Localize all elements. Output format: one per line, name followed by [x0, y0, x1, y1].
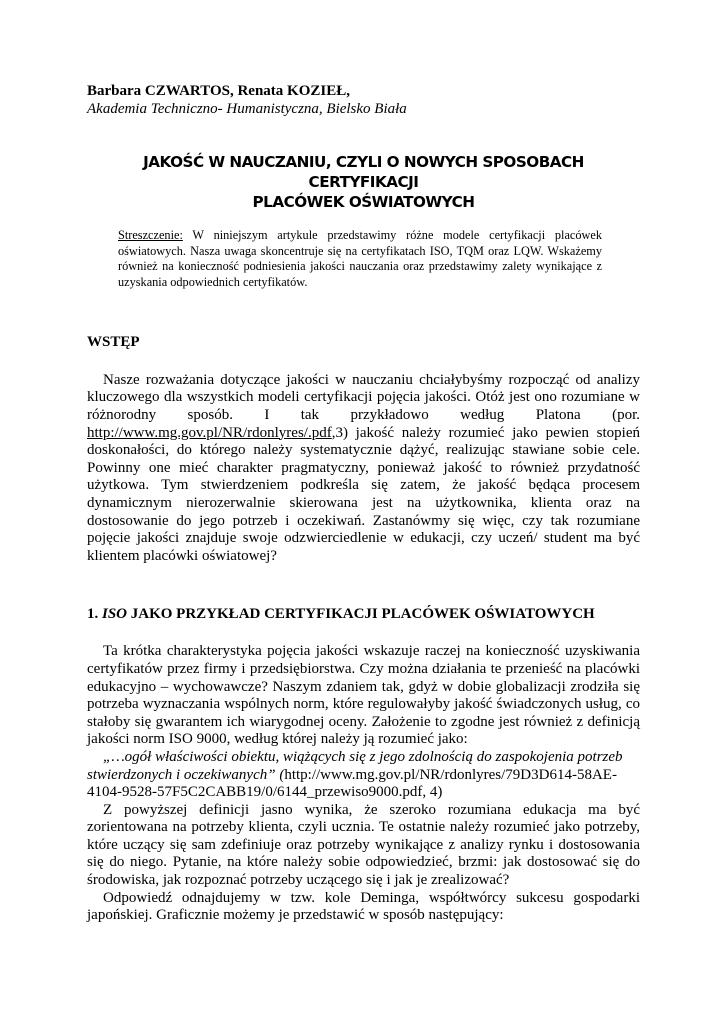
- heading-number: 1.: [87, 606, 102, 623]
- abstract: [118, 228, 602, 291]
- section-heading-iso: [87, 605, 640, 623]
- intro-link[interactable]: http://www.mg.gov.pl/NR/rdonlyres/.pdf: [87, 424, 332, 441]
- quote-text: „…ogół właściwości obiektu, wiążących się z jego zdolnością do zaspokojenia potrzeb stwierdzonych i oczekiwanych” (: [87, 748, 623, 783]
- section-heading-intro: WSTĘP: [87, 333, 140, 350]
- intro-text-part-2: ,3) jakość należy rozumieć jako pewien stopień doskonałości, do którego należy systematycznie dążyć, realizując stawiane sobie cele. Powinny one mieć charakter pragmatyczny, ponieważ jakość to również przydatność użytkowa. Tym stwierdzeniem podkreśla się zatem, że jakość będąca procesem dynamicznym nierozerwalnie skierowana jest na użytkownika, klienta oraz na dostosowanie do jego potrzeb i oczekiwań. Zastanówmy się więc, czy tak rozumiane pojęcie jakości znajduje swoje odzwierciedlenie w edukacji, czy uczeń/ student ma być klientem placówki oświatowej?: [87, 424, 640, 564]
- abstract-label: Streszczenie:: [118, 228, 183, 242]
- authors: Barbara CZWARTOS, Renata KOZIEŁ,: [87, 83, 350, 99]
- iso-quote: [87, 749, 640, 802]
- paper-title: [87, 152, 640, 212]
- document-page: [87, 82, 640, 925]
- iso-paragraph-3: Odpowiedź odnajdujemy w tzw. kole Deminga, współtwórcy sukcesu gospodarki japońskiej. Graficznie możemy je przedstawić w sposób następujący:: [87, 889, 640, 924]
- title-line-2: PLACÓWEK OŚWIATOWYCH: [252, 193, 475, 211]
- iso-paragraph-2: Z powyższej definicji jasno wynika, że szeroko rozumiana edukacja ma być zorientowana na potrzeby klienta, czyli ucznia. Te ostatnie należy rozumieć jako potrzeby, które uczący się sam zdefiniuje oraz potrzeby wynikające z analizy rynku i dostosowania się do niego. Pytanie, na które należy sobie odpowiedzieć, brzmi: jak dostosować się do środowiska, jak rozpoznać potrzeby uczącego się i jak je zrealizować?: [87, 801, 640, 889]
- title-line-1: JAKOŚĆ W NAUCZANIU, CZYLI O NOWYCH SPOSOBACH CERTYFIKACJI: [143, 153, 584, 191]
- abstract-text: W niniejszym artykule przedstawimy różne modele certyfikacji placówek oświatowych. Nasza uwaga skoncentruje się na certyfikatach ISO, TQM oraz LQW. Wskażemy również na konieczność podniesienia jakości nauczania oraz przedstawimy zalety wynikające z uzyskania odpowiednich certyfikatów.: [118, 228, 602, 290]
- heading-iso: ISO: [102, 606, 128, 623]
- intro-text-part-1: Nasze rozważania dotyczące jakości w nauczaniu chciałybyśmy rozpocząć od analizy kluczowego dla wszystkich modeli certyfikacji pojęcia jakości. Otóż jest ono rozumiane w różnorodny sposób. I tak przykładowo według Platona (por.: [87, 371, 640, 423]
- intro-paragraph: [87, 372, 640, 566]
- heading-rest: JAKO PRZYKŁAD CERTYFIKACJI PLACÓWEK OŚWIATOWYCH: [127, 606, 595, 623]
- quote-source: http://www.mg.gov.pl/NR/rdonlyres/79D3D614-58AE-4104-9528-57F5C2CABB19/0/6144_przewiso9000.pdf, 4): [87, 766, 617, 801]
- affiliation: Akademia Techniczno- Humanistyczna, Bielsko Biała: [87, 101, 407, 117]
- iso-paragraph-1: Ta krótka charakterystyka pojęcia jakości wskazuje raczej na konieczność uzyskiwania certyfikatów przez firmy i przedsiębiorstwa. Czy można działania te przenieść na placówki edukacyjno – wychowawcze? Naszym zdaniem tak, gdyż w dobie globalizacji zrodziła się potrzeba wyznaczania wspólnych norm, które regulowałyby jakość świadczonych usług, co stałoby się gwarantem ich wiarygodnej oceny. Założenie to zgodne jest również z definicją jakości norm ISO 9000, według której należy ją rozumieć jako:: [87, 643, 640, 748]
